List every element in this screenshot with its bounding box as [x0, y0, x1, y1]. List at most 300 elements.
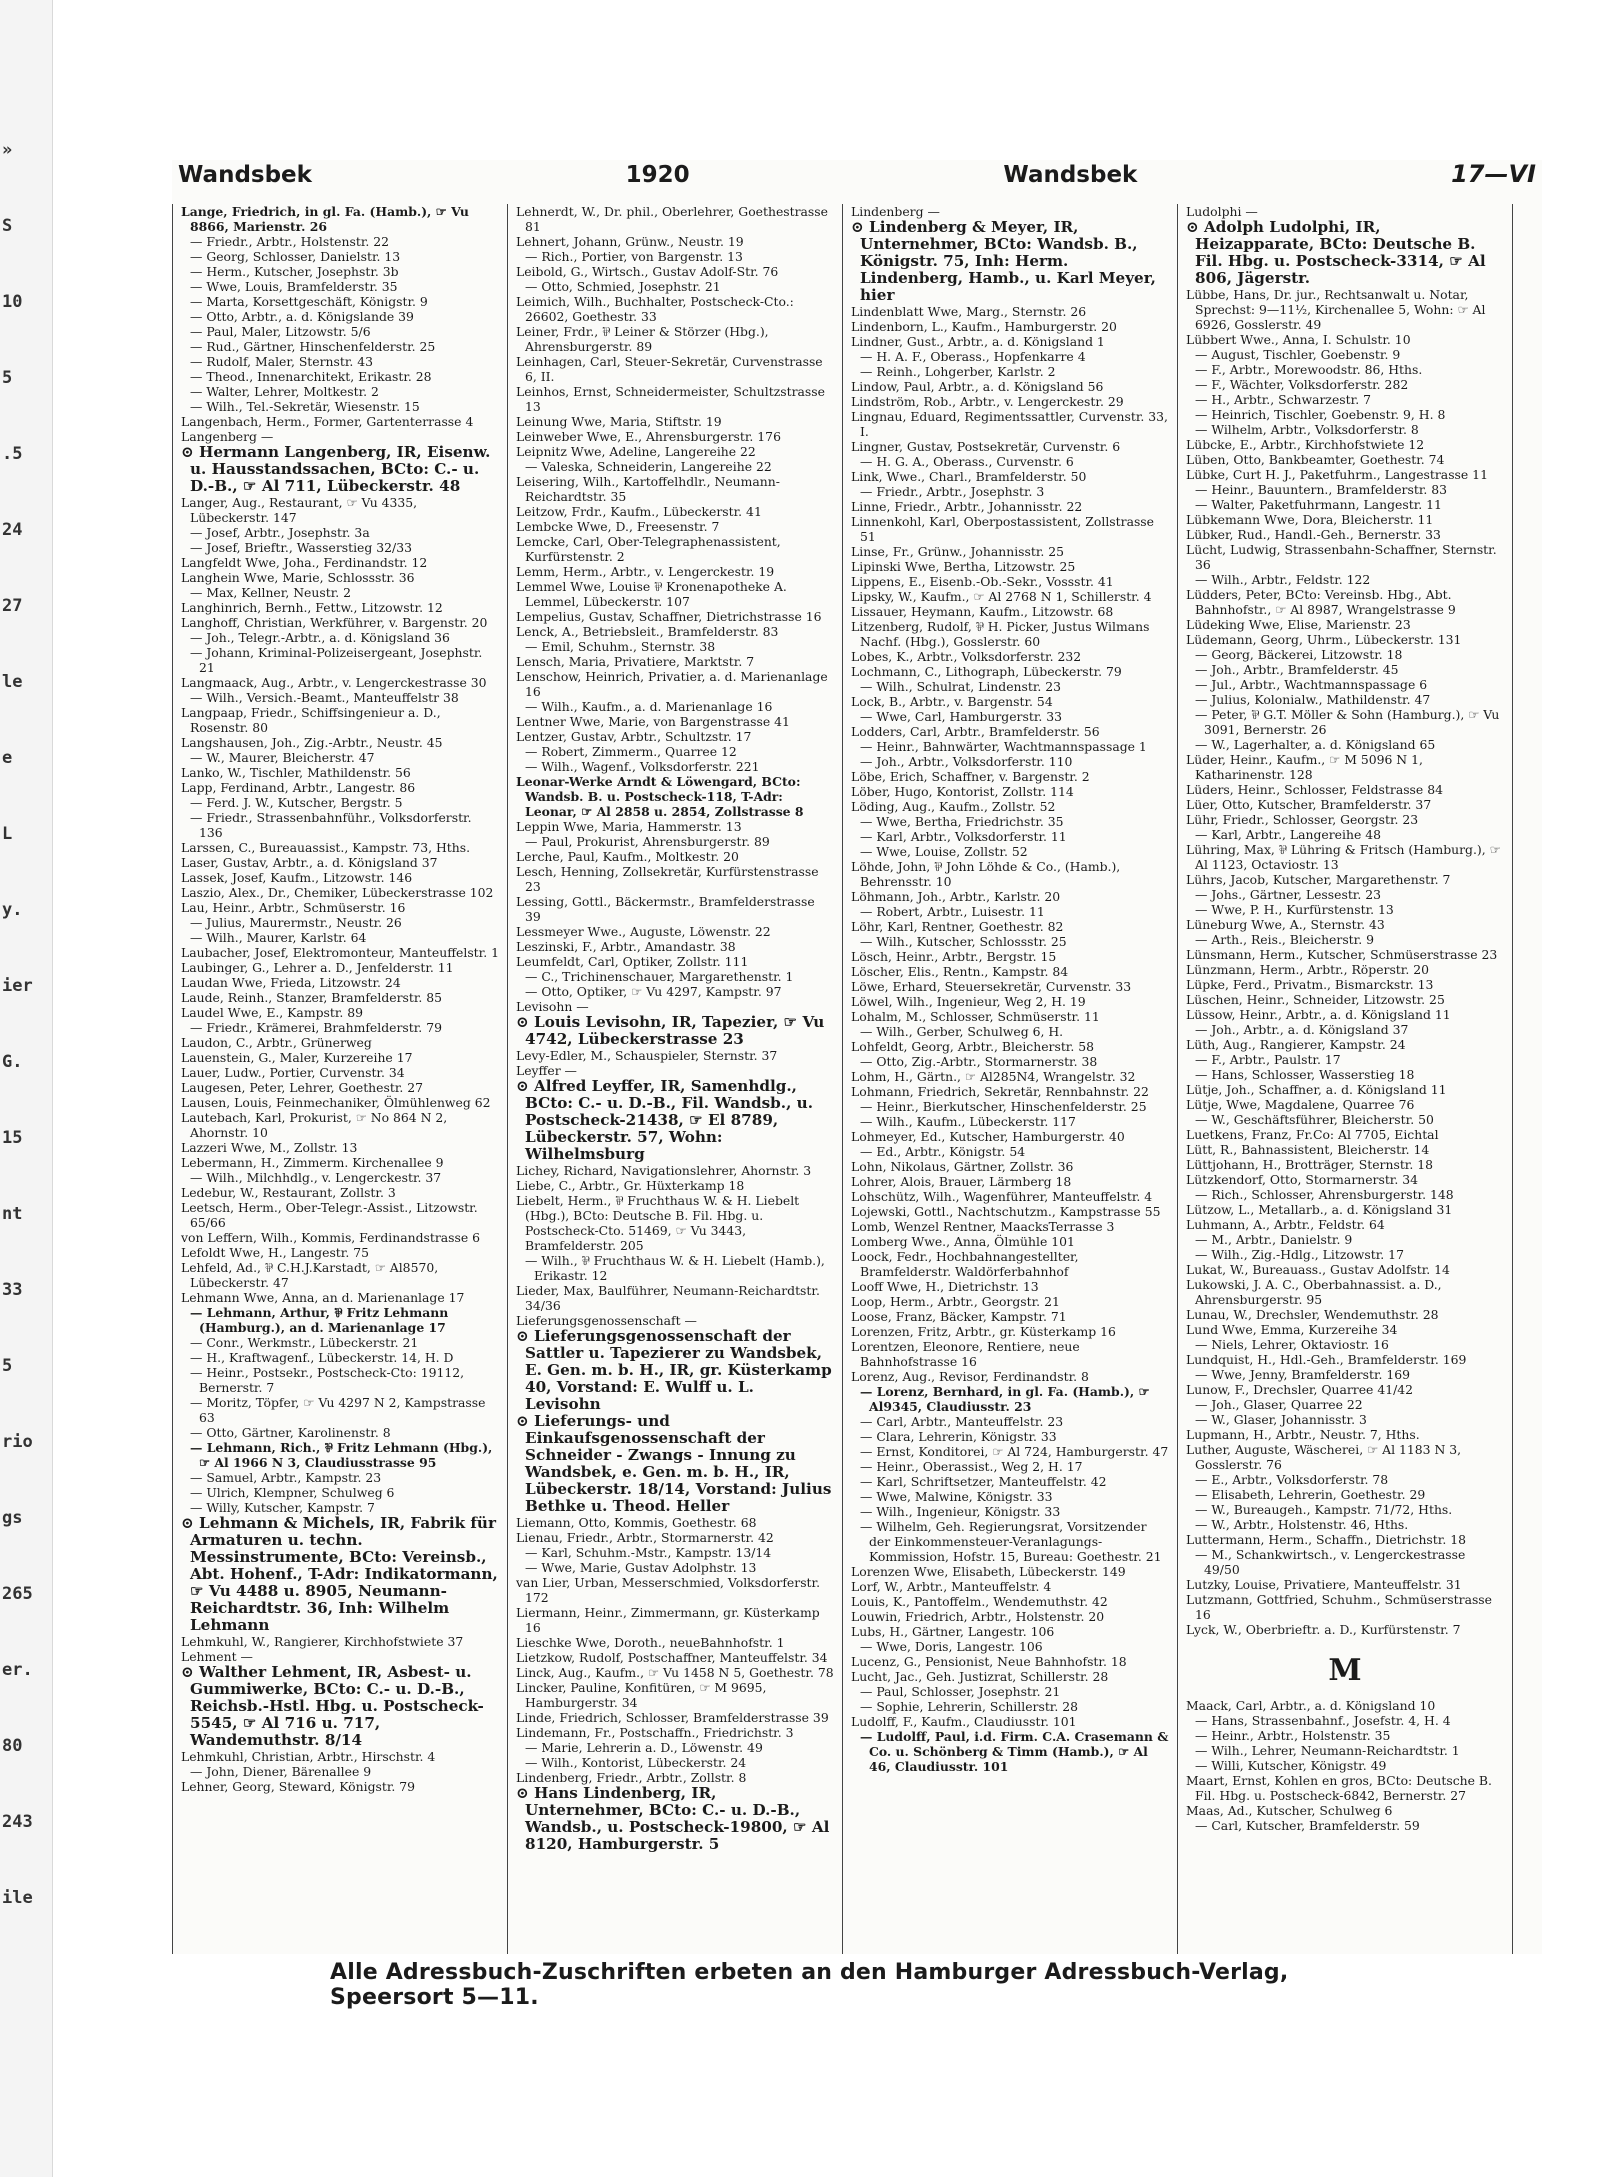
directory-entry: Lutzky, Louise, Privatiere, Manteuffelstr. 31: [1186, 1577, 1462, 1592]
directory-entry: Leumfeldt, Carl, Optiker, Zollstr. 111: [516, 954, 749, 969]
directory-entry: Lipsky, W., Kaufm., ☞ Al 2768 N 1, Schillerstr. 4: [851, 589, 1152, 604]
directory-entry: Link, Wwe., Charl., Bramfelderstr. 50: [851, 469, 1087, 484]
directory-entry: Liebelt, Herm., ⅌ Fruchthaus W. & H. Liebelt (Hbg.), BCto: Deutsche B. Fil. Hbg. u. Postscheck-Cto. 51469, ☞ Vu 3443, Bramfelderstr. 205: [516, 1193, 800, 1253]
directory-entry: Lehnert, Johann, Grünw., Neustr. 19: [516, 234, 744, 249]
directory-entry: — Otto, Optiker, ☞ Vu 4297, Kampstr. 97: [525, 984, 782, 999]
directory-entry: Laubacher, Josef, Elektromonteur, Manteuffelstr. 1: [181, 945, 499, 960]
directory-entry: Lyck, W., Oberbrieftr. a. D., Kurfürstenstr. 7: [1186, 1622, 1461, 1637]
directory-entry: Lorenzen Wwe, Elisabeth, Lübeckerstr. 149: [851, 1564, 1126, 1579]
directory-entry: Lentzer, Gustav, Arbtr., Schultzstr. 17: [516, 729, 752, 744]
directory-entry: Leinhos, Ernst, Schneidermeister, Schultzstrasse 13: [516, 384, 825, 414]
header-right-city: Wandsbek: [1003, 162, 1138, 188]
directory-entry: van Lier, Urban, Messerschmied, Volksdorferstr. 172: [516, 1575, 821, 1605]
directory-entry: Lübke, Curt H. J., Paketfuhrm., Langestrasse 11: [1186, 467, 1488, 482]
directory-entry: Lindenblatt Wwe, Marg., Sternstr. 26: [851, 304, 1087, 319]
directory-entry: Larssen, C., Bureauassist., Kampstr. 73, Hths.: [181, 840, 471, 855]
header-year: 1920: [625, 162, 690, 188]
directory-entry: Lützow, L., Metallarb., a. d. Königsland 31: [1186, 1202, 1453, 1217]
directory-entry: — Paul, Prokurist, Ahrensburgerstr. 89: [525, 834, 770, 849]
directory-entry: — H., Kraftwagenf., Lübeckerstr. 14, H. D: [190, 1350, 454, 1365]
margin-fragment: 80: [2, 1736, 23, 1756]
directory-entry: Lüpke, Ferd., Privatm., Bismarckstr. 13: [1186, 977, 1434, 992]
directory-entry: — Elisabeth, Lehrerin, Goethestr. 29: [1195, 1487, 1426, 1502]
directory-entry: Ludolphi —: [1186, 204, 1258, 219]
directory-entry: Lembcke Wwe, D., Freesenstr. 7: [516, 519, 720, 534]
directory-entry: Langpaap, Friedr., Schiffsingenieur a. D., Rosenstr. 80: [181, 705, 441, 735]
directory-entry: — Heinr., Arbtr., Holstenstr. 35: [1195, 1728, 1391, 1743]
directory-entry: — Ulrich, Klempner, Schulweg 6: [190, 1485, 395, 1500]
directory-entry: Löhmann, Joh., Arbtr., Karlstr. 20: [851, 889, 1061, 904]
directory-entry: Laugesen, Peter, Lehrer, Goethestr. 27: [181, 1080, 424, 1095]
directory-entry: — Wilh., Milchhdlg., v. Lengerckestr. 37: [190, 1170, 442, 1185]
directory-entry: — W., Maurer, Bleicherstr. 47: [190, 750, 375, 765]
directory-entry: — Wilh., Versich.-Beamt., Manteuffelstr 38: [190, 690, 459, 705]
column-1: [172, 204, 508, 1954]
directory-entry: Luttermann, Herm., Schaffn., Dietrichstr. 18: [1186, 1532, 1466, 1547]
directory-entry: Lüder, Heinr., Kaufm., ☞ M 5096 N 1, Katharinenstr. 128: [1186, 752, 1423, 782]
directory-entry: ⊙ Hans Lindenberg, IR, Unternehmer, BCto: C.- u. D.-B., Wandsb., u. Postscheck-19800, ☞ Al 8120, Hamburgerstr. 5: [516, 1784, 830, 1853]
directory-entry: Löhr, Karl, Rentner, Goethestr. 82: [851, 919, 1064, 934]
margin-fragment: ier: [2, 976, 33, 996]
directory-entry: Lochmann, C., Lithograph, Lübeckerstr. 79: [851, 664, 1122, 679]
directory-entry: — Joh., Arbtr., a. d. Königsland 37: [1195, 1022, 1409, 1037]
margin-fragment: .5: [2, 444, 23, 464]
directory-entry: Lühr, Friedr., Schlosser, Georgstr. 23: [1186, 812, 1419, 827]
directory-entry: — Walter, Paketfuhrmann, Langestr. 11: [1195, 497, 1442, 512]
directory-entry: — Josef, Arbtr., Josephstr. 3a: [190, 525, 370, 540]
directory-entry: — Wilhelm, Geh. Regierungsrat, Vorsitzender der Einkommensteuer-Veranlagungs-Kommission, Hofstr. 15, Bureau: Goethestr. 21: [860, 1519, 1162, 1564]
directory-entry: — Moritz, Töpfer, ☞ Vu 4297 N 2, Kampstrasse 63: [190, 1395, 486, 1425]
directory-entry: — Wwe, Jenny, Bramfelderstr. 169: [1195, 1367, 1411, 1382]
directory-entry: Lüttjohann, H., Brotträger, Sternstr. 18: [1186, 1157, 1433, 1172]
column-3: [843, 204, 1178, 1954]
directory-entry: ⊙ Louis Levisohn, IR, Tapezier, ☞ Vu 4742, Lübeckerstrasse 23: [516, 1013, 825, 1048]
directory-entry: — Friedr., Arbtr., Josephstr. 3: [860, 484, 1045, 499]
directory-entry: — Theod., Innenarchitekt, Erikastr. 28: [190, 369, 432, 384]
directory-entry: Linse, Fr., Grünw., Johannisstr. 25: [851, 544, 1065, 559]
directory-entry: Lazzeri Wwe, M., Zollstr. 13: [181, 1140, 358, 1155]
directory-entry: — Rud., Gärtner, Hinschenfelderstr. 25: [190, 339, 436, 354]
directory-entry: — Paul, Schlosser, Josephstr. 21: [860, 1684, 1061, 1699]
directory-entry: Leinhagen, Carl, Steuer-Sekretär, Curvenstrasse 6, II.: [516, 354, 823, 384]
directory-entry: Lübcke, E., Arbtr., Kirchhofstwiete 12: [1186, 437, 1425, 452]
directory-entry: Leibold, G., Wirtsch., Gustav Adolf-Str. 76: [516, 264, 779, 279]
directory-entry: Lehnerdt, W., Dr. phil., Oberlehrer, Goethestrasse 81: [516, 204, 828, 234]
directory-entry: — Wwe, Doris, Langestr. 106: [860, 1639, 1043, 1654]
margin-fragment: »: [2, 140, 13, 160]
directory-entry: Lohn, Nikolaus, Gärtner, Zollstr. 36: [851, 1159, 1074, 1174]
directory-entry: Langshausen, Joh., Zig.-Arbtr., Neustr. 45: [181, 735, 443, 750]
directory-entry: Lensch, Maria, Privatiere, Marktstr. 7: [516, 654, 755, 669]
directory-page: [172, 160, 1542, 1954]
directory-entry: Maart, Ernst, Kohlen en gros, BCto: Deutsche B. Fil. Hbg. u. Postscheck-6842, Bernerstr. 27: [1186, 1773, 1492, 1803]
directory-entry: Laubinger, G., Lehrer a. D., Jenfelderstr. 11: [181, 960, 454, 975]
directory-entry: Litzenberg, Rudolf, ⅌ H. Picker, Justus Wilmans Nachf. (Hbg.), Gosslerstr. 60: [851, 619, 1150, 649]
directory-entry: Levisohn —: [516, 999, 589, 1014]
directory-entry: — M., Schankwirtsch., v. Lengerckestrasse 49/50: [1195, 1547, 1466, 1577]
directory-entry: Lienau, Friedr., Arbtr., Stormarnerstr. 42: [516, 1530, 774, 1545]
directory-entry: Lübbe, Hans, Dr. jur., Rechtsanwalt u. Notar, Sprechst: 9—11½, Kirchenallee 5, Wohn: ☞ Al 6926, Gosslerstr. 49: [1186, 287, 1486, 332]
directory-entry: — F., Arbtr., Morewoodstr. 86, Hths.: [1195, 362, 1423, 377]
directory-entry: — Emil, Schuhm., Sternstr. 38: [525, 639, 716, 654]
directory-entry: Langhoff, Christian, Werkführer, v. Bargenstr. 20: [181, 615, 488, 630]
directory-entry: — Otto, Arbtr., a. d. Königslande 39: [190, 309, 414, 324]
directory-entry: — Rich., Schlosser, Ahrensburgerstr. 148: [1195, 1187, 1454, 1202]
directory-entry: Löwel, Wilh., Ingenieur, Weg 2, H. 19: [851, 994, 1086, 1009]
directory-entry: Ledebur, W., Restaurant, Zollstr. 3: [181, 1185, 396, 1200]
directory-entry: Langmaack, Aug., Arbtr., v. Lengerckestrasse 30: [181, 675, 487, 690]
directory-entry: Leinung Wwe, Maria, Stiftstr. 19: [516, 414, 722, 429]
directory-entry: — Sophie, Lehrerin, Schillerstr. 28: [860, 1699, 1078, 1714]
directory-entry: — Arth., Reis., Bleicherstr. 9: [1195, 932, 1374, 947]
directory-entry: Lucenz, G., Pensionist, Neue Bahnhofstr. 18: [851, 1654, 1127, 1669]
directory-entry: Liermann, Heinr., Zimmermann, gr. Küsterkamp 16: [516, 1605, 820, 1635]
directory-entry: — Joh., Telegr.-Arbtr., a. d. Königsland 36: [190, 630, 450, 645]
directory-entry: — Wilh., Kutscher, Schlossstr. 25: [860, 934, 1067, 949]
directory-entry: — Wilhelm, Arbtr., Volksdorferstr. 8: [1195, 422, 1419, 437]
margin-fragment: ile: [2, 1888, 33, 1908]
directory-entry: Leisering, Wilh., Kartoffelhdlr., Neumann-Reichardtstr. 35: [516, 474, 780, 504]
directory-entry: — Friedr., Arbtr., Holstenstr. 22: [190, 234, 390, 249]
margin-fragment: 24: [2, 520, 23, 540]
directory-entry: Löscher, Elis., Rentn., Kampstr. 84: [851, 964, 1069, 979]
directory-entry: — Rudolf, Maler, Sternstr. 43: [190, 354, 374, 369]
directory-entry: ⊙ Hermann Langenberg, IR, Eisenw. u. Hausstandssachen, BCto: C.- u. D.-B., ☞ Al 711, Lübeckerstr. 48: [181, 443, 491, 495]
directory-entry: — Wwe, Malwine, Königstr. 33: [860, 1489, 1053, 1504]
directory-entry: — Heinr., Bierkutscher, Hinschenfelderstr. 25: [860, 1099, 1147, 1114]
directory-entry: — Peter, ⅌ G.T. Möller & Sohn (Hamburg.), ☞ Vu 3091, Bernerstr. 26: [1195, 707, 1500, 737]
directory-entry: Lemm, Herm., Arbtr., v. Lengerckestr. 19: [516, 564, 775, 579]
directory-entry: Lessing, Gottl., Bäckermstr., Bramfelderstrasse 39: [516, 894, 815, 924]
directory-entry: — Karl, Schuhm.-Mstr., Kampstr. 13/14: [525, 1545, 772, 1560]
directory-entry: Lehner, Georg, Steward, Königstr. 79: [181, 1779, 416, 1794]
directory-entry: Lehfeld, Ad., ⅌ C.H.J.Karstadt, ☞ Al8570, Lübeckerstr. 47: [181, 1260, 439, 1290]
directory-entry: — Wilh., ⅌ Fruchthaus W. & H. Liebelt (Hamb.), Erikastr. 12: [525, 1253, 825, 1283]
directory-entry: Lapp, Ferdinand, Arbtr., Langestr. 86: [181, 780, 416, 795]
directory-entry: — Georg, Bäckerei, Litzowstr. 18: [1195, 647, 1403, 662]
directory-entry: — Ernst, Konditorei, ☞ Al 724, Hamburgerstr. 47: [860, 1444, 1169, 1459]
directory-entry: — H. G. A., Oberass., Curvenstr. 6: [860, 454, 1074, 469]
directory-entry: Liebe, C., Arbtr., Gr. Hüxterkamp 18: [516, 1178, 745, 1193]
directory-entry: — Robert, Zimmerm., Quarree 12: [525, 744, 737, 759]
column-2: [508, 204, 843, 1954]
directory-entry: Lehmann Wwe, Anna, an d. Marienanlage 17: [181, 1290, 465, 1305]
directory-entry: Linne, Friedr., Arbtr., Johannisstr. 22: [851, 499, 1083, 514]
directory-entry: Lingnau, Eduard, Regimentssattler, Curvenstr. 33, I.: [851, 409, 1168, 439]
directory-entry: — C., Trichinenschauer, Margarethenstr. 1: [525, 969, 794, 984]
directory-entry: Lomberg Wwe., Anna, Ölmühle 101: [851, 1234, 1075, 1249]
margin-fragment: gs: [2, 1508, 23, 1528]
previous-page-edge: [0, 0, 53, 2177]
directory-entry: Linde, Friedrich, Schlosser, Bramfelderstrasse 39: [516, 1710, 829, 1725]
directory-entry: Lojewski, Gottl., Nachtschutzm., Kampstrasse 55: [851, 1204, 1161, 1219]
margin-fragment: 5: [2, 368, 13, 388]
directory-entry: — W., Glaser, Johannisstr. 3: [1195, 1412, 1367, 1427]
directory-entry: Löber, Hugo, Kontorist, Zollstr. 114: [851, 784, 1074, 799]
directory-entry: Linnenkohl, Karl, Oberpostassistent, Zollstrasse 51: [851, 514, 1155, 544]
directory-entry: — Conr., Werkmstr., Lübeckerstr. 21: [190, 1335, 419, 1350]
directory-entry: Lau, Heinr., Arbtr., Schmüserstr. 16: [181, 900, 406, 915]
directory-entry: — Wilh., Wagenf., Volksdorferstr. 221: [525, 759, 760, 774]
directory-entry: — Wilh., Kaufm., Lübeckerstr. 117: [860, 1114, 1076, 1129]
directory-entry: — Josef, Brieftr., Wasserstieg 32/33: [190, 540, 412, 555]
directory-entry: Löhde, John, ⅌ John Löhde & Co., (Hamb.), Behrensstr. 10: [851, 859, 1121, 889]
directory-entry: — Hans, Schlosser, Wasserstieg 18: [1195, 1067, 1415, 1082]
directory-entry: Lippens, E., Eisenb.-Ob.-Sekr., Vossstr. 41: [851, 574, 1114, 589]
directory-entry: Laudel Wwe, E., Kampstr. 89: [181, 1005, 364, 1020]
margin-fragment: le: [2, 672, 23, 692]
directory-entry: Lieferungsgenossenschaft —: [516, 1313, 697, 1328]
directory-entry: Langer, Aug., Restaurant, ☞ Vu 4335, Lübeckerstr. 147: [181, 495, 418, 525]
directory-entry: — Ludolff, Paul, i.d. Firm. C.A. Crasemann & Co. u. Schönberg & Timm (Hamb.), ☞ Al 46, Claudiusstr. 101: [860, 1729, 1169, 1774]
header-left-city: Wandsbek: [178, 162, 312, 188]
directory-entry: — Lehmann, Arthur, ⅌ Fritz Lehmann (Hamburg.), an d. Marienanlage 17: [190, 1305, 449, 1335]
directory-entry: — Johann, Kriminal-Polizeisergeant, Josephstr. 21: [190, 645, 483, 675]
directory-entry: Lissauer, Heymann, Kaufm., Litzowstr. 68: [851, 604, 1114, 619]
directory-entry: Lünzmann, Herm., Arbtr., Röperstr. 20: [1186, 962, 1429, 977]
directory-entry: — Jul., Arbtr., Wachtmannspassage 6: [1195, 677, 1428, 692]
directory-entry: — August, Tischler, Goebenstr. 9: [1195, 347, 1401, 362]
page-number: 17—VI: [1451, 160, 1536, 188]
directory-entry: Ludolff, F., Kaufm., Claudiusstr. 101: [851, 1714, 1077, 1729]
directory-entry: Lempelius, Gustav, Schaffner, Dietrichstrasse 16: [516, 609, 822, 624]
directory-entry: — Wilh., Schulrat, Lindenstr. 23: [860, 679, 1062, 694]
directory-entry: — Valeska, Schneiderin, Langereihe 22: [525, 459, 772, 474]
margin-fragment: 15: [2, 1128, 23, 1148]
directory-entry: Lobes, K., Arbtr., Volksdorferstr. 232: [851, 649, 1082, 664]
directory-entry: Lindner, Gust., Arbtr., a. d. Königsland 1: [851, 334, 1105, 349]
directory-entry: — Friedr., Krämerei, Brahmfelderstr. 79: [190, 1020, 442, 1035]
directory-entry: Lanko, W., Tischler, Mathildenstr. 56: [181, 765, 411, 780]
section-letter-heading: M: [1328, 1653, 1362, 1688]
directory-entry: ⊙ Adolph Ludolphi, IR, Heizapparate, BCto: Deutsche B. Fil. Hbg. u. Postscheck-3314, ☞ Al 806, Jägerstr.: [1186, 218, 1486, 287]
directory-entry: Lorenzen, Fritz, Arbtr., gr. Küsterkamp 16: [851, 1324, 1116, 1339]
directory-entry: Lohrer, Alois, Brauer, Lärmberg 18: [851, 1174, 1072, 1189]
directory-entry: Lunau, W., Drechsler, Wendemuthstr. 28: [1186, 1307, 1439, 1322]
directory-entry: Lutzmann, Gottfried, Schuhm., Schmüserstrasse 16: [1186, 1592, 1493, 1622]
directory-entry: — Wilh., Lehrer, Neumann-Reichardtstr. 1: [1195, 1743, 1460, 1758]
directory-entry: — Wilh., Kontorist, Lübeckerstr. 24: [525, 1755, 747, 1770]
directory-entry: Lingner, Gustav, Postsekretär, Curvenstr. 6: [851, 439, 1121, 454]
directory-entry: — Wilh., Maurer, Karlstr. 64: [190, 930, 367, 945]
directory-entry: Lassek, Josef, Kaufm., Litzowstr. 146: [181, 870, 413, 885]
directory-entry: Lomb, Wenzel Rentner, MaacksTerrasse 3: [851, 1219, 1115, 1234]
directory-entry: — H. A. F., Oberass., Hopfenkarre 4: [860, 349, 1086, 364]
directory-entry: Lichey, Richard, Navigationslehrer, Ahornstr. 3: [516, 1163, 812, 1178]
directory-entry: Lünsmann, Herm., Kutscher, Schmüserstrasse 23: [1186, 947, 1498, 962]
directory-entry: — John, Diener, Bärenallee 9: [190, 1764, 372, 1779]
directory-entry: — Marta, Korsettgeschäft, Königstr. 9: [190, 294, 428, 309]
directory-entry: Lund Wwe, Emma, Kurzereihe 34: [1186, 1322, 1398, 1337]
margin-fragment: 10: [2, 292, 23, 312]
directory-entry: Louis, K., Pantoffelm., Wendemuthstr. 42: [851, 1594, 1108, 1609]
directory-entry: Leppin Wwe, Maria, Hammerstr. 13: [516, 819, 742, 834]
directory-entry: — Carl, Arbtr., Manteuffelstr. 23: [860, 1414, 1064, 1429]
directory-entry: — Friedr., Strassenbahnführ., Volksdorferstr. 136: [190, 810, 472, 840]
directory-entry: Lessmeyer Wwe., Auguste, Löwenstr. 22: [516, 924, 771, 939]
directory-entry: Lemmel Wwe, Louise ⅌ Kronenapotheke A. Lemmel, Lübeckerstr. 107: [516, 579, 787, 609]
directory-entry: Leyffer —: [516, 1063, 577, 1078]
directory-entry: — Wilh., Arbtr., Feldstr. 122: [1195, 572, 1371, 587]
margin-fragment: er.: [2, 1660, 33, 1680]
column-4: [1178, 204, 1513, 1954]
directory-entry: Lüschen, Heinr., Schneider, Litzowstr. 25: [1186, 992, 1445, 1007]
margin-fragment: L: [2, 824, 13, 844]
directory-entry: — Heinr., Bahnwärter, Wachtmannspassage 1: [860, 739, 1147, 754]
directory-entry: Lüneburg Wwe, A., Sternstr. 43: [1186, 917, 1385, 932]
directory-entry: ⊙ Alfred Leyffer, IR, Samenhdlg., BCto: C.- u. D.-B., Fil. Wandsb., u. Postscheck-21438, ☞ El 8789, Lübeckerstr. 57, Wohn: Wilhelmsburg: [516, 1077, 813, 1163]
directory-entry: — Wilh., Kaufm., a. d. Marienanlage 16: [525, 699, 773, 714]
directory-entry: — Heinr., Bauuntern., Bramfelderstr. 83: [1195, 482, 1448, 497]
directory-entry: Lühring, Max, ⅌ Lühring & Fritsch (Hamburg.), ☞ Al 1123, Octaviostr. 13: [1186, 842, 1501, 872]
directory-entry: Laser, Gustav, Arbtr., a. d. Königsland 37: [181, 855, 438, 870]
directory-entry: — Joh., Arbtr., Bramfelderstr. 45: [1195, 662, 1399, 677]
directory-entry: Lupmann, H., Arbtr., Neustr. 7, Hths.: [1186, 1427, 1420, 1442]
directory-entry: Loop, Herm., Arbtr., Georgstr. 21: [851, 1294, 1060, 1309]
directory-entry: Lehmkuhl, W., Rangierer, Kirchhofstwiete 37: [181, 1634, 464, 1649]
directory-entry: Lohfeldt, Georg, Arbtr., Bleicherstr. 58: [851, 1039, 1095, 1054]
directory-entry: Luetkens, Franz, Fr.Co: Al 7705, Eichtal: [1186, 1127, 1439, 1142]
directory-entry: Löbe, Erich, Schaffner, v. Bargenstr. 2: [851, 769, 1090, 784]
margin-fragment: y.: [2, 900, 23, 920]
directory-entry: Lenschow, Heinrich, Privatier, a. d. Marienanlage 16: [516, 669, 828, 699]
directory-entry: Laudan Wwe, Frieda, Litzowstr. 24: [181, 975, 401, 990]
directory-entry: Luther, Auguste, Wäscherei, ☞ Al 1183 N 3, Gosslerstr. 76: [1186, 1442, 1462, 1472]
directory-entry: — Wwe, Bertha, Friedrichstr. 35: [860, 814, 1064, 829]
directory-entry: — F., Arbtr., Paulstr. 17: [1195, 1052, 1341, 1067]
directory-entry: Loose, Franz, Bäcker, Kampstr. 71: [851, 1309, 1067, 1324]
publisher-footer: Alle Adressbuch-Zuschriften erbeten an den Hamburger Adressbuch-Verlag, Speersort 5—11.: [330, 1960, 1289, 2010]
directory-entry: Lüer, Otto, Kutscher, Bramfelderstr. 37: [1186, 797, 1432, 812]
directory-entry: Leipnitz Wwe, Adeline, Langereihe 22: [516, 444, 756, 459]
directory-entry: Lohalm, M., Schlosser, Schmüserstr. 11: [851, 1009, 1100, 1024]
directory-entry: Leinweber Wwe, E., Ahrensburgerstr. 176: [516, 429, 781, 444]
directory-entry: Lenck, A., Betriebsleit., Bramfelderstr. 83: [516, 624, 779, 639]
directory-entry: — Hans, Strassenbahnf., Josefstr. 4, H. 4: [1195, 1713, 1451, 1728]
directory-entry: Lemcke, Carl, Ober-Telegraphenassistent, Kurfürstenstr. 2: [516, 534, 781, 564]
directory-entry: Loock, Fedr., Hochbahnangestellter, Bramfelderstr. Waldörferbahnhof: [851, 1249, 1079, 1279]
directory-entry: Lorenz, Aug., Revisor, Ferdinandstr. 8: [851, 1369, 1089, 1384]
directory-entry: Lunow, F., Drechsler, Quarree 41/42: [1186, 1382, 1414, 1397]
directory-entry: Linck, Aug., Kaufm., ☞ Vu 1458 N 5, Goethestr. 78: [516, 1665, 834, 1680]
directory-entry: von Leffern, Wilh., Kommis, Ferdinandstrasse 6: [181, 1230, 481, 1245]
directory-entry: — Heinr., Oberassist., Weg 2, H. 17: [860, 1459, 1083, 1474]
directory-entry: — Karl, Arbtr., Volksdorferstr. 11: [860, 829, 1067, 844]
directory-entry: Löwe, Erhard, Steuersekretär, Curvenstr. 33: [851, 979, 1132, 994]
directory-entry: Langenberg —: [181, 429, 274, 444]
directory-entry: — Otto, Gärtner, Karolinenstr. 8: [190, 1425, 391, 1440]
directory-entry: Louwin, Friedrich, Arbtr., Holstenstr. 20: [851, 1609, 1105, 1624]
directory-entry: Lüdemann, Georg, Uhrm., Lübeckerstr. 131: [1186, 632, 1462, 647]
directory-entry: — Max, Kellner, Neustr. 2: [190, 585, 352, 600]
directory-entry: — W., Geschäftsführer, Bleicherstr. 50: [1195, 1112, 1434, 1127]
directory-entry: Lohschütz, Wilh., Wagenführer, Manteuffelstr. 4: [851, 1189, 1153, 1204]
page-header: [172, 160, 1542, 204]
directory-entry: Lübkemann Wwe, Dora, Bleicherstr. 11: [1186, 512, 1434, 527]
directory-entry: Lucht, Jac., Geh. Justizrat, Schillerstr. 28: [851, 1669, 1109, 1684]
directory-entry: — Niels, Lehrer, Oktaviostr. 16: [1195, 1337, 1389, 1352]
directory-entry: — Julius, Maurermstr., Neustr. 26: [190, 915, 402, 930]
margin-fragment: 5: [2, 1356, 13, 1376]
directory-entry: — Wwe, Louis, Bramfelderstr. 35: [190, 279, 398, 294]
directory-entry: — Karl, Arbtr., Langereihe 48: [1195, 827, 1381, 842]
directory-entry: — Reinh., Lohgerber, Karlstr. 2: [860, 364, 1056, 379]
directory-entry: Lange, Friedrich, in gl. Fa. (Hamb.), ☞ Vu 8866, Marienstr. 26: [181, 204, 469, 234]
directory-entry: — Wwe, Marie, Gustav Adolphstr. 13: [525, 1560, 757, 1575]
directory-entry: Lubs, H., Gärtner, Langestr. 106: [851, 1624, 1055, 1639]
directory-entry: — Wilh., Ingenieur, Königstr. 33: [860, 1504, 1061, 1519]
directory-entry: Lücht, Ludwig, Strassenbahn-Schaffner, Sternstr. 36: [1186, 542, 1497, 572]
margin-fragment: e: [2, 748, 13, 768]
margin-fragment: 27: [2, 596, 23, 616]
directory-entry: — Karl, Schriftsetzer, Manteuffelstr. 42: [860, 1474, 1107, 1489]
directory-entry: — Robert, Arbtr., Luisestr. 11: [860, 904, 1045, 919]
directory-entry: — Rich., Portier, von Bargenstr. 13: [525, 249, 743, 264]
directory-entry: Langhein Wwe, Marie, Schlossstr. 36: [181, 570, 415, 585]
directory-entry: — Wwe, Carl, Hamburgerstr. 33: [860, 709, 1063, 724]
directory-entry: Liemann, Otto, Kommis, Goethestr. 68: [516, 1515, 757, 1530]
directory-entry: Luhmann, A., Arbtr., Feldstr. 64: [1186, 1217, 1385, 1232]
directory-entry: — W., Bureaugeh., Kampstr. 71/72, Hths.: [1195, 1502, 1453, 1517]
directory-entry: Lauenstein, G., Maler, Kurzereihe 17: [181, 1050, 413, 1065]
directory-entry: Lohm, H., Gärtn., ☞ Al285N4, Wrangelstr. 32: [851, 1069, 1136, 1084]
directory-entry: Lütje, Joh., Schaffner, a. d. Königsland 11: [1186, 1082, 1447, 1097]
directory-entry: Lentner Wwe, Marie, von Bargenstrasse 41: [516, 714, 790, 729]
directory-entry: — Samuel, Arbtr., Kampstr. 23: [190, 1470, 382, 1485]
margin-fragment: 243: [2, 1812, 33, 1832]
margin-fragment: S: [2, 216, 13, 236]
directory-entry: Lietzkow, Rudolf, Postschaffner, Manteuffelstr. 34: [516, 1650, 828, 1665]
margin-fragment: 265: [2, 1584, 33, 1604]
directory-entry: Löding, Aug., Kaufm., Zollstr. 52: [851, 799, 1056, 814]
directory-entry: Lefoldt Wwe, H., Langestr. 75: [181, 1245, 369, 1260]
directory-entry: Lindström, Rob., Arbtr., v. Lengerckestr. 29: [851, 394, 1124, 409]
directory-entry: Lüdeking Wwe, Elise, Marienstr. 23: [1186, 617, 1411, 632]
directory-entry: Lesch, Henning, Zollsekretär, Kurfürstenstrasse 23: [516, 864, 819, 894]
directory-entry: Lincker, Pauline, Konfitüren, ☞ M 9695, Hamburgerstr. 34: [516, 1680, 767, 1710]
directory-entry: Lieder, Max, Baulführer, Neumann-Reichardtstr. 34/36: [516, 1283, 820, 1313]
directory-entry: ⊙ Lindenberg & Meyer, IR, Unternehmer, BCto: Wandsb. B., Königstr. 75, Inh: Herm. Lindenberg, Hamb., u. Karl Meyer, hier: [851, 218, 1156, 304]
margin-fragment: 33: [2, 1280, 23, 1300]
directory-entry: Lehmkuhl, Christian, Arbtr., Hirschstr. 4: [181, 1749, 436, 1764]
directory-entry: Lübker, Rud., Handl.-Geh., Bernerstr. 33: [1186, 527, 1441, 542]
directory-entry: Leimich, Wilh., Buchhalter, Postscheck-Cto.: 26602, Goethestr. 33: [516, 294, 794, 324]
directory-entry: — Marie, Lehrerin a. D., Löwenstr. 49: [525, 1740, 763, 1755]
directory-entry: Lösch, Heinr., Arbtr., Bergstr. 15: [851, 949, 1057, 964]
directory-entry: Laude, Reinh., Stanzer, Bramfelderstr. 85: [181, 990, 443, 1005]
directory-entry: — M., Arbtr., Danielstr. 9: [1195, 1232, 1353, 1247]
directory-entry: Lüben, Otto, Bankbeamter, Goethestr. 74: [1186, 452, 1445, 467]
directory-entry: Langfeldt Wwe, Joha., Ferdinandstr. 12: [181, 555, 428, 570]
directory-entry: Lindenberg —: [851, 204, 940, 219]
directory-entry: Lüth, Aug., Rangierer, Kampstr. 24: [1186, 1037, 1406, 1052]
directory-entry: — W., Arbtr., Holstenstr. 46, Hths.: [1195, 1517, 1409, 1532]
directory-entry: Lausen, Louis, Feinmechaniker, Ölmühlenweg 62: [181, 1095, 491, 1110]
directory-entry: — Ferd. J. W., Kutscher, Bergstr. 5: [190, 795, 403, 810]
directory-entry: Lipinski Wwe, Bertha, Litzowstr. 25: [851, 559, 1076, 574]
directory-entry: — F., Wächter, Volksdorferstr. 282: [1195, 377, 1409, 392]
directory-entry: Lüders, Heinr., Schlosser, Feldstrasse 84: [1186, 782, 1443, 797]
directory-entry: Looff Wwe, H., Dietrichstr. 13: [851, 1279, 1039, 1294]
directory-entry: Lübbert Wwe., Anna, I. Schulstr. 10: [1186, 332, 1411, 347]
directory-entry: Lütt, R., Bahnassistent, Bleicherstr. 14: [1186, 1142, 1430, 1157]
directory-entry: Lautebach, Karl, Prokurist, ☞ No 864 N 2, Ahornstr. 10: [181, 1110, 448, 1140]
directory-entry: Lorf, W., Arbtr., Manteuffelstr. 4: [851, 1579, 1052, 1594]
margin-fragment: G.: [2, 1052, 23, 1072]
directory-entry: Lundquist, H., Hdl.-Geh., Bramfelderstr. 169: [1186, 1352, 1467, 1367]
directory-entry: ⊙ Lehmann & Michels, IR, Fabrik für Armaturen u. techn. Messinstrumente, BCto: Vereinsb., Abt. Hohenf., T-Adr: Indikatormann, ☞ Vu 4488 u. 8905, Neumann-Reichardtstr. 36, Inh: Wilhelm Lehmann: [181, 1514, 498, 1634]
directory-entry: — Lehmann, Rich., ⅌ Fritz Lehmann (Hbg.), ☞ Al 1966 N 3, Claudiusstrasse 95: [190, 1440, 493, 1470]
